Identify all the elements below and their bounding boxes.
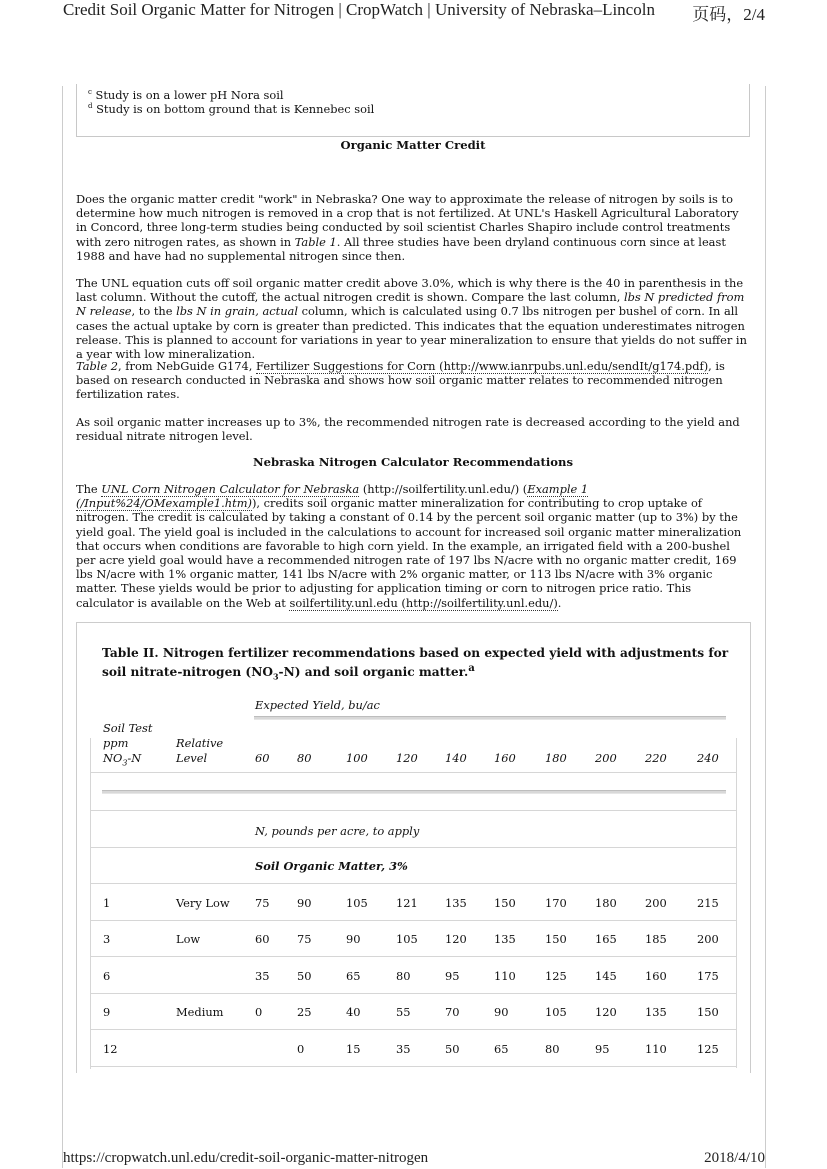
cell-n-rate: 125: [545, 969, 567, 983]
cell-n-rate: 95: [595, 1042, 610, 1056]
cell-n-rate: 200: [645, 896, 667, 910]
table-rule: [90, 772, 736, 773]
cell-n-rate: 80: [396, 969, 411, 983]
cell-n-rate: 65: [346, 969, 361, 983]
table-rule: [90, 847, 736, 848]
link-corn-nitrogen-calculator[interactable]: UNL Corn Nitrogen Calculator for Nebraska: [101, 482, 360, 496]
paragraph-equation-cutoff: The UNL equation cuts off soil organic matter credit above 3.0%, which is why there is the 40 in parenthesis in the last column. Without the cutoff, the actual nitrogen credit is shown. Compare the last column, lbs N predicted from N release, to the lbs N in grain, actual column, which is calculated using 0.7 lbs nitrogen per bushel of corn. In all cases the actual uptake by corn is greater than predicted. This indicates that the equation underestimates nitrogen release. This is planned to account for variations in year to year mineralization to ensure that yields do not suffer in a year with low mineralization.: [76, 276, 747, 362]
paragraph-intro: Does the organic matter credit "work" in Nebraska? One way to approximate the release of nitrogen by soils is to determine how much nitrogen is removed in a crop that is not fertilized. At UNL's Haskell Agricultural Laboratory in Concord, three long-term studies being conducted by soil scientist Charles Shapiro include control treatments with zero nitrogen rates, as shown in Table 1. All three studies have been dryland continuous corn since at least 1988 and have had no supplemental nitrogen since then.: [76, 192, 739, 263]
cell-n-rate: 215: [697, 896, 719, 910]
cell-n-rate: 135: [494, 932, 516, 946]
cell-n-rate: 150: [697, 1005, 719, 1019]
cell-n-rate: 105: [545, 1005, 567, 1019]
table-rule: [90, 810, 736, 811]
cell-n-rate: 90: [494, 1005, 509, 1019]
cell-n-rate: 90: [346, 932, 361, 946]
cell-soil-test-ppm: 1: [103, 896, 111, 910]
cell-soil-test-ppm: 6: [103, 969, 111, 983]
col-header-relative-level: Relative Level: [176, 736, 224, 765]
cell-n-rate: 170: [545, 896, 567, 910]
page-number: 页码，2/4: [692, 5, 765, 24]
cell-n-rate: 150: [545, 932, 567, 946]
table-border: [90, 811, 91, 1069]
cell-soil-test-ppm: 3: [103, 932, 111, 946]
table-caption: Table II. Nitrogen fertilizer recommendations based on expected yield with adjustments for soil nitrate-nitrogen $(NO_3-N)$ and soil organic matter.$^a$: [102, 646, 729, 682]
cell-n-rate: 105: [346, 896, 368, 910]
cell-n-rate: 25: [297, 1005, 312, 1019]
cell-n-rate: 90: [297, 896, 312, 910]
cell-n-rate: 165: [595, 932, 617, 946]
cell-n-rate: 40: [346, 1005, 361, 1019]
col-header-yield: 180: [545, 751, 567, 765]
col-header-yield: 80: [297, 751, 312, 765]
col-header-yield: 220: [645, 751, 667, 765]
cell-n-rate: 175: [697, 969, 719, 983]
col-header-yield: 200: [595, 751, 617, 765]
unit-label: N, pounds per acre, to apply: [255, 824, 420, 838]
cell-n-rate: 145: [595, 969, 617, 983]
cell-n-rate: 95: [445, 969, 460, 983]
cell-n-rate: 160: [645, 969, 667, 983]
table-border: [90, 774, 91, 810]
page-header-title: Credit Soil Organic Matter for Nitrogen | CropWatch | University of Nebraska–Lincoln: [63, 0, 655, 19]
cell-n-rate: 185: [645, 932, 667, 946]
cell-n-rate: 35: [255, 969, 270, 983]
cell-soil-test-ppm: 9: [103, 1005, 111, 1019]
col-header-yield: 160: [494, 751, 516, 765]
page-footer-url: https://cropwatch.unl.edu/credit-soil-organic-matter-nitrogen: [63, 1150, 429, 1166]
col-header-yield: 120: [396, 751, 418, 765]
table-row-rule: [90, 1029, 736, 1030]
col-header-yield: 240: [697, 751, 719, 765]
cell-n-rate: 0: [297, 1042, 305, 1056]
expected-yield-rule: [254, 716, 726, 720]
cell-n-rate: 135: [445, 896, 467, 910]
link-example-1[interactable]: Example 1 (/Input%24/OMexample1.htm): [76, 482, 589, 511]
cell-n-rate: 110: [645, 1042, 667, 1056]
cell-relative-level: Very Low: [176, 896, 230, 910]
col-header-yield: 60: [255, 751, 270, 765]
cell-n-rate: 15: [346, 1042, 361, 1056]
heading-nitrogen-calculator: Nebraska Nitrogen Calculator Recommendations: [253, 455, 573, 469]
table-row-rule: [90, 993, 736, 994]
cell-n-rate: 121: [396, 896, 418, 910]
cell-n-rate: 75: [255, 896, 270, 910]
cell-n-rate: 180: [595, 896, 617, 910]
table-rule: [90, 883, 736, 884]
cell-n-rate: 120: [445, 932, 467, 946]
cell-n-rate: 150: [494, 896, 516, 910]
footnote-c: $^c$ Study is on a lower pH Nora soil: [88, 88, 284, 102]
col-header-yield: 140: [445, 751, 467, 765]
cell-n-rate: 35: [396, 1042, 411, 1056]
page-footer-date: 2018/4/10: [704, 1150, 765, 1166]
link-soilfertility[interactable]: soilfertility.unl.edu (http://soilfertility.unl.edu/): [289, 595, 558, 610]
link-fertilizer-suggestions[interactable]: Fertilizer Suggestions for Corn (http://www.ianrpubs.unl.edu/sendIt/g174.pdf): [256, 359, 709, 373]
cell-n-rate: 125: [697, 1042, 719, 1056]
table-row-rule: [90, 1066, 736, 1067]
header-separator: [102, 790, 726, 794]
col-header-yield: 100: [346, 751, 368, 765]
cell-soil-test-ppm: 12: [103, 1042, 118, 1056]
expected-yield-label: Expected Yield, bu/ac: [255, 698, 380, 712]
cell-n-rate: 135: [645, 1005, 667, 1019]
heading-organic-matter-credit: Organic Matter Credit: [340, 138, 486, 152]
table-border: [736, 738, 737, 1068]
paragraph-table2: Table 2, from NebGuide G174, Fertilizer Suggestions for Corn (http://www.ianrpubs.unl.edu/sendIt/g174.pdf), is based on research conducted in Nebraska and shows how soil organic matter relates to recommended nitrogen fertilization rates.: [76, 359, 725, 402]
paragraph-calculator: The UNL Corn Nitrogen Calculator for Nebraska (http://soilfertility.unl.edu/) (Example 1 (/Input%24/OMexample1.htm)), credits soil organic matter mineralization for contributing to crop uptake of nitrogen. The credit is calculated by taking a constant of 0.14 by the percent soil organic matter (up to 3%) by the yield goal. The yield goal is included in the calculations to account for increased soil organic matter mineralization that occurs when conditions are favorable to high corn yield. In the example, an irrigated field with a 200-bushel per acre yield goal would have a recommended nitrogen rate of 197 lbs N/acre with no organic matter credit, 169 lbs N/acre with 1% organic matter, 141 lbs N/acre with 2% organic matter, or 113 lbs N/acre with 3% organic matter. These yields would be prior to adjusting for application timing or corn to nitrogen price ratio. This calculator is available on the Web at soilfertility.unl.edu (http://soilfertility.unl.edu/).: [76, 482, 742, 610]
cell-n-rate: 120: [595, 1005, 617, 1019]
cell-n-rate: 75: [297, 932, 312, 946]
col-header-soil-test: Soil Test ppm $NO_3-N$: [103, 721, 153, 768]
paragraph-soil-om: As soil organic matter increases up to 3%, the recommended nitrogen rate is decreased according to the yield and residual nitrate nitrogen level.: [76, 415, 740, 444]
cell-n-rate: 200: [697, 932, 719, 946]
table-row-rule: [90, 956, 736, 957]
cell-n-rate: 65: [494, 1042, 509, 1056]
cell-n-rate: 0: [255, 1005, 263, 1019]
table-row-rule: [90, 920, 736, 921]
cell-n-rate: 110: [494, 969, 516, 983]
cell-n-rate: 70: [445, 1005, 460, 1019]
cell-relative-level: Low: [176, 932, 201, 946]
cell-n-rate: 105: [396, 932, 418, 946]
footnote-d: $^d$ Study is on bottom ground that is Kennebec soil: [88, 102, 375, 116]
cell-n-rate: 50: [297, 969, 312, 983]
cell-n-rate: 50: [445, 1042, 460, 1056]
cell-n-rate: 80: [545, 1042, 560, 1056]
subheading-organic-matter: Soil Organic Matter, 3%: [255, 859, 408, 873]
cell-relative-level: Medium: [176, 1005, 224, 1019]
cell-n-rate: 60: [255, 932, 270, 946]
cell-n-rate: 55: [396, 1005, 411, 1019]
